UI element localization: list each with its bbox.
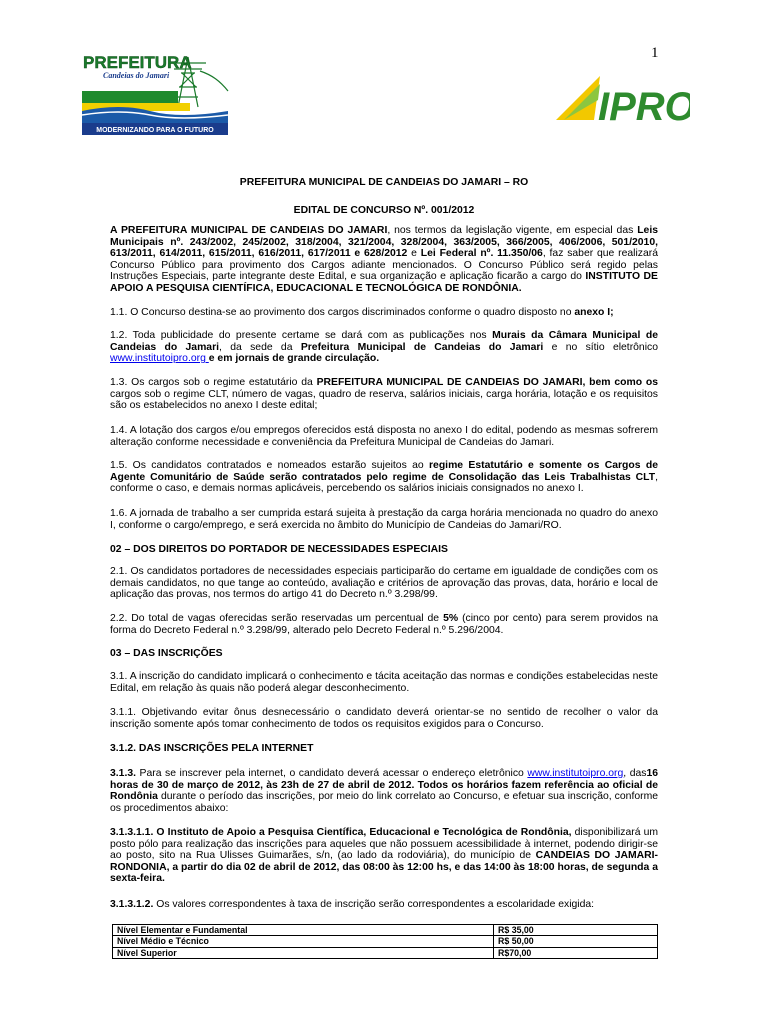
intro-b2: Leis Municipais nº. 243/2002, 245/2002, 318/2004, 321/2004, 328/2004, 363/2005, 366/2005, 406/2006, 501/2010, 613/2011, 614/2011, 615/2011, 616/2011, 617/2011 e 628/2012 xyxy=(110,225,658,260)
city-logo-icon xyxy=(80,51,229,138)
s1-3-b1: PREFEITURA MUNICIPAL DE CANDEIAS DO JAMARI, xyxy=(316,377,586,388)
s1-4-t1: 1.4. A lotação dos cargos e/ou empregos oferecidos está disposta no anexo I do edital, podendo as mesmas sofrerem alteração conforme necessidade e conveniência da Prefeitura Municipal de Candeias do Jamari. xyxy=(110,425,658,448)
heading-3-1-2: 3.1.2. DAS INSCRIÇÕES PELA INTERNET xyxy=(110,743,314,754)
intro-b1: A PREFEITURA MUNICIPAL DE CANDEIAS DO JAMARI xyxy=(110,225,388,236)
fee-level: Nível Superior xyxy=(113,947,494,958)
section-3-1-3 xyxy=(110,768,658,814)
logo-slogan: MODERNIZANDO PARA O FUTURO xyxy=(96,127,214,134)
fees-table xyxy=(112,924,658,959)
s1-2-t2: , da sede da xyxy=(219,341,301,353)
fee-value: R$ 50,00 xyxy=(494,936,658,947)
institute-link[interactable]: www.institutoipro.org xyxy=(110,353,209,365)
institute-link-2[interactable]: www.institutoipro.org xyxy=(527,768,624,779)
s1-2-b2: Prefeitura Municipal de Candeias do Jamari xyxy=(300,341,544,353)
s3-1-3-b1: 16 horas de 30 de março de 2012, às 23h de 27 de abril de 2012. Todos os horários fazem referência ao oficial de Rondônia xyxy=(110,768,659,803)
s1-2-b1: Murais da Câmara Municipal de Candeias do Jamari xyxy=(110,330,658,353)
s2-2-b1: 5% xyxy=(443,613,459,624)
section-1-2 xyxy=(110,330,658,365)
s1-5-b1: regime Estatutário e somente os Cargos de Agente Comunitário de Saúde serão contratados pelo regime de Consolidação das Leis Trabalhistas CLT xyxy=(110,460,658,483)
s1-6-t1: 1.6. A jornada de trabalho a ser cumprida estará sujeita à prestação da carga horária mencionada no quadro do anexo I, conforme o cargo/emprego, e será exercida no âmbito do Município de Candeias do Jamari/RO. xyxy=(110,508,658,531)
s1-5-t2: , conforme o caso, e demais normas aplicáveis, percebendo os salários iniciais consignados no anexo I. xyxy=(110,471,658,495)
s31312-t1: Os valores correspondentes à taxa de inscrição serão correspondentes a escolaridade exigida: xyxy=(153,899,595,910)
section-3-1 xyxy=(110,671,658,694)
s3-1-3-b0: 3.1.3. xyxy=(110,768,136,779)
s3-1-3-t3: durante o período das inscrições, por meio do link correlato ao Concurso, e efetuar sua inscrição, conforme os procedimentos abaixo: xyxy=(110,791,658,814)
fee-level: Nível Médio e Técnico xyxy=(113,936,494,947)
s3-1-3-t1: Para se inscrever pela internet, o candidato deverá acessar o endereço eletrônico xyxy=(136,768,528,779)
section-3-1-3-1-1 xyxy=(110,827,658,885)
s31311-t1: disponibilizará um posto pólo para realização das inscrições para aqueles que não possuem acessibilidade à internet, podendo dirigir-se ao posto, sito na Rua Ulisses Guimarães, s/n, (ao lado da rodoviária), do município de xyxy=(110,827,659,862)
s1-3-b2: bem como os xyxy=(585,377,658,388)
intro-t3: , faz saber que realizará Concurso Público para provimento dos Cargos adiante mencionados. O Concurso Público será regido pelas Instruções Especiais, parte integrante deste Edital, e sua organização e aplicação ficarão a cargo do xyxy=(110,248,658,283)
s1-3-t1: 1.3. Os cargos sob o regime estatutário da xyxy=(110,377,317,388)
intro-t1: , nos termos da legislação vigente, em especial das xyxy=(387,225,638,236)
fee-level: Nível Elementar e Fundamental xyxy=(113,925,494,936)
s1-1-t1: 1.1. O Concurso destina-se ao provimento dos cargos discriminados conforme o quadro disposto no xyxy=(110,307,575,318)
s1-5-t1: 1.5. Os candidatos contratados e nomeados estarão sujeitos ao xyxy=(110,460,430,471)
s1-2-b3: e em jornais de grande circulação. xyxy=(208,353,380,365)
s31311-b2: CANDEIAS DO JAMARI-RONDONIA, a partir do dia 02 de abril de 2012, das 08:00 às 12:00 hs, e das 14:00 às 18:00 horas, de segunda a sexta-feira. xyxy=(110,850,659,885)
intro-t2: e xyxy=(407,248,421,260)
logo-subtitle: Candeias do Jamari xyxy=(103,71,170,80)
table-row xyxy=(113,936,658,947)
s1-2-t3: e no sítio eletrônico xyxy=(543,341,658,353)
ipro-logo xyxy=(554,70,690,128)
s1-1-b1: anexo I; xyxy=(574,307,614,318)
s2-2-t1: 2.2. Do total de vagas oferecidas serão reservadas um percentual de xyxy=(110,613,444,624)
s2-2-t2: (cinco por cento) para serem providos na forma do Decreto Federal n.º 3.298/99, alterado pelo Decreto Federal n.º 5.296/2004. xyxy=(110,613,658,636)
s3-1-1-t1: 3.1.1. Objetivando evitar ônus desnecessário o candidato deverá orientar-se no sentido de recolher o valor da inscrição somente após tomar conhecimento de todos os requisitos exigidos para o Concurso. xyxy=(110,707,658,730)
table-row xyxy=(113,947,658,958)
intro-paragraph xyxy=(110,225,658,295)
section-1-6 xyxy=(110,508,658,531)
section-1-5 xyxy=(110,460,658,495)
s2-1-t1: 2.1. Os candidatos portadores de necessidades especiais participarão do certame em igualdade de condições com os demais candidatos, no que tange ao conteúdo, avaliação e critérios de aprovação das provas, data, horário e local de aplicação das provas, nos termos do artigo 41 do Decreto n.º 3.298/99. xyxy=(110,566,658,601)
fee-value: R$70,00 xyxy=(494,947,658,958)
s3-1-3-t2: , das xyxy=(623,768,647,779)
section-3-1-3-1-2 xyxy=(110,899,658,911)
section-1-1 xyxy=(110,307,658,319)
section-3-1-1 xyxy=(110,707,658,730)
title-prefeitura: PREFEITURA MUNICIPAL DE CANDEIAS DO JAMARI – RO xyxy=(239,177,529,188)
s31311-b1: 3.1.3.1.1. O Instituto de Apoio a Pesquisa Científica, Educacional e Tecnológica de Rondônia, xyxy=(110,827,572,838)
fee-value: R$ 35,00 xyxy=(494,925,658,936)
title-edital: EDITAL DE CONCURSO Nº. 001/2012 xyxy=(293,205,475,216)
intro-b3: Lei Federal nº. 11.350/06 xyxy=(420,248,543,260)
section-2-2 xyxy=(110,613,658,636)
page-number: 1 xyxy=(651,45,659,61)
heading-section-02: 02 – DOS DIREITOS DO PORTADOR DE NECESSIDADES ESPECIAIS xyxy=(110,544,448,555)
intro-b4: INSTITUTO DE APOIO A PESQUISA CIENTÍFICA, EDUCACIONAL E TECNOLÓGICA DE RONDÔNIA. xyxy=(110,271,658,294)
prefeitura-logo xyxy=(80,51,229,138)
section-2-1 xyxy=(110,566,658,601)
s3-1-t1: 3.1. A inscrição do candidato implicará o conhecimento e tácita aceitação das normas e condições estabelecidas neste Edital, em relação às quais não poderá alegar desconhecimento. xyxy=(110,671,658,694)
heading-section-03: 03 – DAS INSCRIÇÕES xyxy=(110,648,223,659)
ipro-logo-icon xyxy=(554,70,690,128)
logo-title: PREFEITURA xyxy=(83,53,192,72)
section-1-3 xyxy=(110,377,658,412)
s1-2-t1: 1.2. Toda publicidade do presente certame se dará com as publicações nos xyxy=(110,330,493,341)
s31312-b1: 3.1.3.1.2. xyxy=(110,899,154,910)
ipro-text: IPRO xyxy=(598,85,690,128)
section-1-4 xyxy=(110,425,658,448)
s1-3-t2: cargos sob o regime CLT, número de vagas, quadro de reserva, salários iniciais, carga horária, lotação e os requisitos são os estabelecidos no anexo I deste edital; xyxy=(110,388,658,412)
table-row xyxy=(113,925,658,936)
